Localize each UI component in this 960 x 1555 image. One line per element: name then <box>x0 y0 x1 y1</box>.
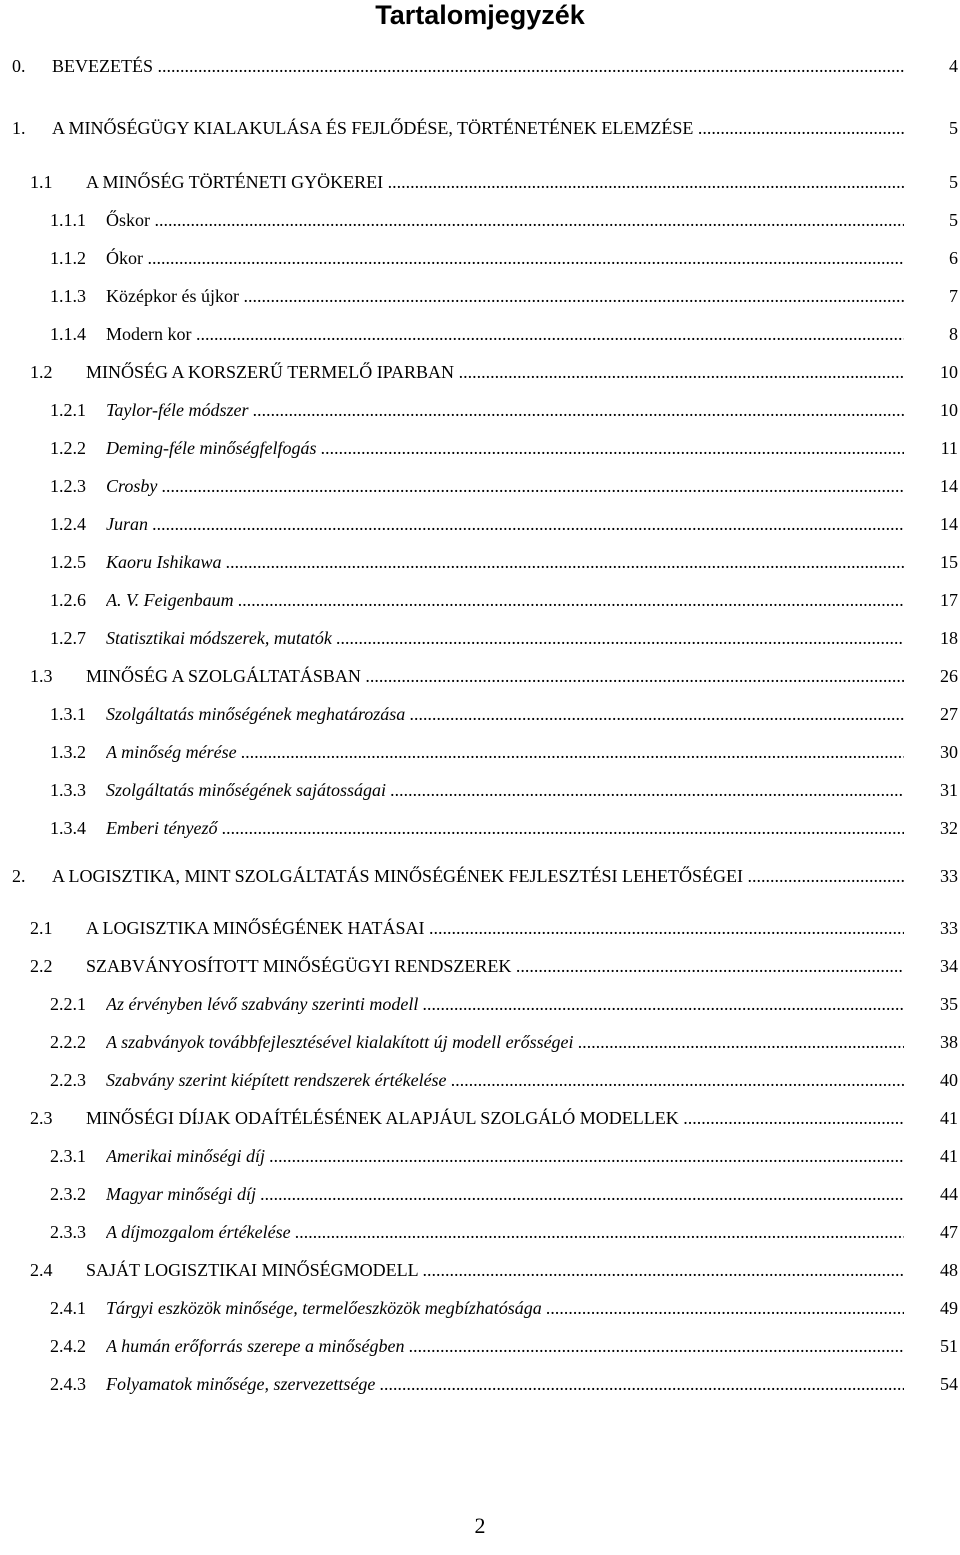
toc-entry-number: 0. <box>12 56 26 76</box>
toc-entry-number: 1.1 <box>30 172 53 192</box>
toc-entry-title: A LOGISZTIKA MINŐSÉGÉNEK HATÁSAI ..... <box>86 916 904 940</box>
toc-entry-page: 33 <box>904 916 958 940</box>
toc-entry[interactable] <box>0 954 960 978</box>
toc-entry[interactable] <box>0 626 960 650</box>
toc-entry-title: Ókor ..... <box>106 246 904 270</box>
toc-entry-number: 1.3.2 <box>50 742 86 762</box>
toc-entry-number: 2.4.3 <box>50 1374 86 1394</box>
toc-entry-title: MINŐSÉG A SZOLGÁLTATÁSBAN ..... <box>86 664 904 688</box>
toc-entry[interactable] <box>0 864 960 888</box>
toc-entry-page: 41 <box>904 1144 958 1168</box>
toc-entry-number: 2.2.2 <box>50 1032 86 1052</box>
toc-entry-number: 2.4.1 <box>50 1298 86 1318</box>
toc-entry-page: 34 <box>904 954 958 978</box>
toc-entry[interactable] <box>0 246 960 270</box>
toc-entry-page: 11 <box>904 436 958 460</box>
toc-entry-page: 35 <box>904 992 958 1016</box>
toc-entry-number: 1.2.6 <box>50 590 86 610</box>
toc-entry-title: A LOGISZTIKA, MINT SZOLGÁLTATÁS MINŐSÉGÉNEK FEJLESZTÉSI LEHETŐSÉGEI ..... <box>52 864 904 888</box>
toc-entry[interactable] <box>0 170 960 194</box>
toc-entry[interactable] <box>0 1030 960 1054</box>
toc-entry-number: 2.3.3 <box>50 1222 86 1242</box>
toc-entry-number: 2.3.2 <box>50 1184 86 1204</box>
toc-entry-title: Őskor ..... <box>106 208 904 232</box>
toc-entry-page: 18 <box>904 626 958 650</box>
toc-entry-title: A MINŐSÉGÜGY KIALAKULÁSA ÉS FEJLŐDÉSE, TÖRTÉNETÉNEK ELEMZÉSE ..... <box>52 116 904 140</box>
toc-entry-page: 31 <box>904 778 958 802</box>
toc-entry[interactable] <box>0 1182 960 1206</box>
toc-entry-title: SAJÁT LOGISZTIKAI MINŐSÉGMODELL ..... <box>86 1258 904 1282</box>
toc-entry-number: 1.1.3 <box>50 286 86 306</box>
toc-entry[interactable] <box>0 778 960 802</box>
toc-entry-title: Középkor és újkor ..... <box>106 284 904 308</box>
toc-entry-title: A. V. Feigenbaum ..... <box>106 588 904 612</box>
toc-entry-page: 10 <box>904 360 958 384</box>
toc-entry-title: Emberi tényező ..... <box>106 816 904 840</box>
toc-entry[interactable] <box>0 740 960 764</box>
toc-entry-number: 2. <box>12 866 26 886</box>
toc-entry[interactable] <box>0 550 960 574</box>
toc-entry-number: 2.4 <box>30 1260 53 1280</box>
toc-entry-page: 44 <box>904 1182 958 1206</box>
toc-entry[interactable] <box>0 1220 960 1244</box>
toc-entry-number: 1.2.2 <box>50 438 86 458</box>
toc-entry-page: 51 <box>904 1334 958 1358</box>
toc-entry-page: 7 <box>904 284 958 308</box>
toc-entry[interactable] <box>0 208 960 232</box>
toc-entry-title: Deming-féle minőségfelfogás ..... <box>106 436 904 460</box>
toc-entry-number: 1.2.5 <box>50 552 86 572</box>
toc-entry-number: 1.3 <box>30 666 53 686</box>
toc-entry-number: 1.1.2 <box>50 248 86 268</box>
toc-entry-page: 10 <box>904 398 958 422</box>
toc-entry-number: 1.2.4 <box>50 514 86 534</box>
toc-entry-title: Amerikai minőségi díj ..... <box>106 1144 904 1168</box>
toc-entry-title: BEVEZETÉS ..... <box>52 54 904 78</box>
toc-entry-page: 30 <box>904 740 958 764</box>
toc-entry[interactable] <box>0 816 960 840</box>
toc-entry-title: Az érvényben lévő szabvány szerinti modell ..... <box>106 992 904 1016</box>
toc-entry[interactable] <box>0 1068 960 1092</box>
toc-entry[interactable] <box>0 284 960 308</box>
toc-entry[interactable] <box>0 916 960 940</box>
toc-entry-page: 5 <box>904 170 958 194</box>
toc-entry-title: Taylor-féle módszer ..... <box>106 398 904 422</box>
toc-entry-number: 2.4.2 <box>50 1336 86 1356</box>
toc-entry-page: 32 <box>904 816 958 840</box>
toc-entry[interactable] <box>0 322 960 346</box>
toc-entry-number: 1. <box>12 118 26 138</box>
toc-entry-title: Modern kor ..... <box>106 322 904 346</box>
toc-entry-page: 40 <box>904 1068 958 1092</box>
toc-entry[interactable] <box>0 398 960 422</box>
toc-entry[interactable] <box>0 1296 960 1320</box>
toc-entry-page: 27 <box>904 702 958 726</box>
toc-entry-title: Szabvány szerint kiépített rendszerek értékelése ..... <box>106 1068 904 1092</box>
toc-entry-page: 15 <box>904 550 958 574</box>
toc-entry-number: 1.3.4 <box>50 818 86 838</box>
toc-entry-page: 54 <box>904 1372 958 1396</box>
toc-entry-number: 1.1.4 <box>50 324 86 344</box>
toc-entry[interactable] <box>0 992 960 1016</box>
toc-entry[interactable] <box>0 1258 960 1282</box>
toc-entry-number: 1.1.1 <box>50 210 86 230</box>
toc-entry-page: 17 <box>904 588 958 612</box>
toc-entry-number: 2.3 <box>30 1108 53 1128</box>
toc-entry-number: 2.2 <box>30 956 53 976</box>
toc-entry[interactable] <box>0 588 960 612</box>
toc-entry-number: 1.3.1 <box>50 704 86 724</box>
toc-entry-page: 5 <box>904 208 958 232</box>
toc-entry[interactable] <box>0 702 960 726</box>
toc-entry-title: A szabványok továbbfejlesztésével kialakított új modell erősségei ..... <box>106 1030 904 1054</box>
toc-entry-title: SZABVÁNYOSÍTOTT MINŐSÉGÜGYI RENDSZEREK ..... <box>86 954 904 978</box>
toc-entry-title: Szolgáltatás minőségének meghatározása ..... <box>106 702 904 726</box>
toc-entry-title: MINŐSÉGI DÍJAK ODAÍTÉLÉSÉNEK ALAPJÁUL SZOLGÁLÓ MODELLEK ..... <box>86 1106 904 1130</box>
toc-entry-title: A díjmozgalom értékelése ..... <box>106 1220 904 1244</box>
toc-entry[interactable] <box>0 664 960 688</box>
toc-entry[interactable] <box>0 512 960 536</box>
toc-entry[interactable] <box>0 436 960 460</box>
toc-entry-title: Crosby ..... <box>106 474 904 498</box>
toc-entry[interactable] <box>0 360 960 384</box>
toc-entry[interactable] <box>0 1106 960 1130</box>
toc-entry-number: 1.3.3 <box>50 780 86 800</box>
toc-entry-title: Tárgyi eszközök minősége, termelőeszközök megbízhatósága ..... <box>106 1296 904 1320</box>
toc-entry-number: 2.2.3 <box>50 1070 86 1090</box>
toc-entry-title: A MINŐSÉG TÖRTÉNETI GYÖKEREI ..... <box>86 170 904 194</box>
toc-entry-title: Juran ..... <box>106 512 904 536</box>
toc-entry[interactable] <box>0 54 960 78</box>
toc-entry-page: 5 <box>904 116 958 140</box>
toc-entry-page: 26 <box>904 664 958 688</box>
toc-entry[interactable] <box>0 1372 960 1396</box>
toc-entry-page: 38 <box>904 1030 958 1054</box>
toc-entry-page: 49 <box>904 1296 958 1320</box>
toc-entry-page: 14 <box>904 474 958 498</box>
toc-entry-title: A humán erőforrás szerepe a minőségben ..... <box>106 1334 904 1358</box>
toc-entry-page: 48 <box>904 1258 958 1282</box>
toc-entry-title: Statisztikai módszerek, mutatók ..... <box>106 626 904 650</box>
toc-entry-page: 6 <box>904 246 958 270</box>
toc-entry-number: 1.2.3 <box>50 476 86 496</box>
toc-entry-page: 33 <box>904 864 958 888</box>
toc-entry-number: 2.2.1 <box>50 994 86 1014</box>
toc-entry-title: Magyar minőségi díj ..... <box>106 1182 904 1206</box>
page-number: 2 <box>474 1513 486 1538</box>
toc-entry-number: 1.2.1 <box>50 400 86 420</box>
toc-entry[interactable] <box>0 1144 960 1168</box>
toc-entry-page: 14 <box>904 512 958 536</box>
toc-entry[interactable] <box>0 1334 960 1358</box>
toc-entry-title: Folyamatok minősége, szervezettsége ..... <box>106 1372 904 1396</box>
toc-entry-number: 1.2 <box>30 362 53 382</box>
toc-entry-title: Szolgáltatás minőségének sajátosságai ..... <box>106 778 904 802</box>
toc-entry[interactable] <box>0 474 960 498</box>
toc-entry-page: 47 <box>904 1220 958 1244</box>
toc-entry-title: MINŐSÉG A KORSZERŰ TERMELŐ IPARBAN ..... <box>86 360 904 384</box>
toc-entry-number: 1.2.7 <box>50 628 86 648</box>
toc-entry-page: 8 <box>904 322 958 346</box>
toc-entry-page: 4 <box>904 54 958 78</box>
page-title: Tartalomjegyzék <box>375 0 585 30</box>
toc-entry-number: 2.3.1 <box>50 1146 86 1166</box>
toc-entry-title: A minőség mérése ..... <box>106 740 904 764</box>
toc-entry[interactable] <box>0 116 960 140</box>
toc-entry-title: Kaoru Ishikawa ..... <box>106 550 904 574</box>
toc-entry-number: 2.1 <box>30 918 53 938</box>
toc-entry-page: 41 <box>904 1106 958 1130</box>
